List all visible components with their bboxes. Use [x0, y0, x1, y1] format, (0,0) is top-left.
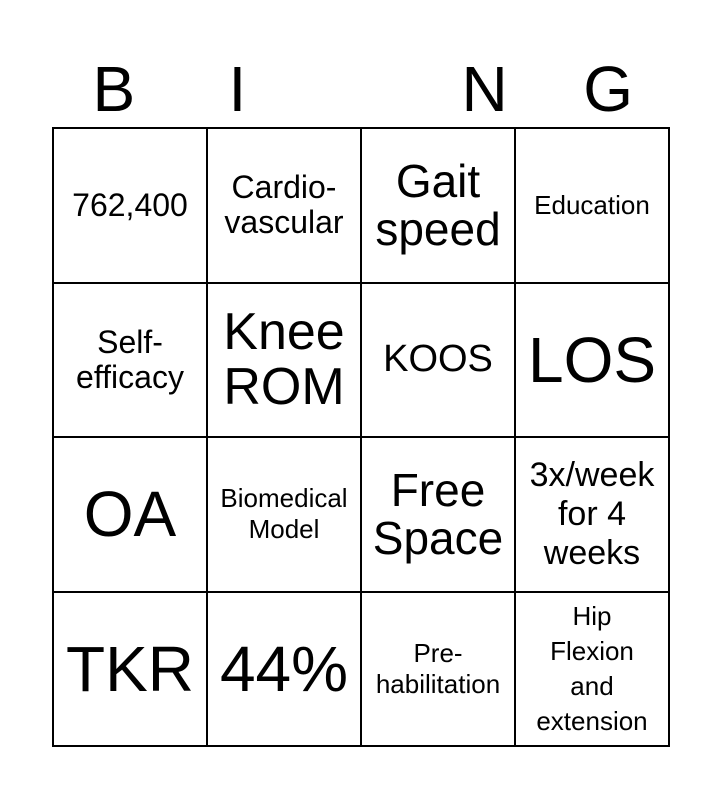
- header-letter-g: G: [583, 53, 634, 125]
- bingo-cell-r1c2[interactable]: Cardio- vascular: [208, 129, 362, 284]
- bingo-cell-r1c1[interactable]: 762,400: [54, 129, 208, 284]
- header-letter-b: B: [92, 53, 136, 125]
- bingo-cell-r4c4[interactable]: Hip Flexion and extension: [516, 593, 670, 748]
- header-letter-i: I: [228, 53, 247, 125]
- header-letter-spacer: [299, 50, 423, 128]
- bingo-cell-r4c1[interactable]: TKR: [54, 593, 208, 748]
- bingo-cell-r4c3[interactable]: Pre- habilitation: [362, 593, 516, 748]
- bingo-cell-r3c2[interactable]: Biomedical Model: [208, 438, 362, 593]
- bingo-cell-r3c3[interactable]: Free Space: [362, 438, 516, 593]
- bingo-cell-r1c4[interactable]: Education: [516, 129, 670, 284]
- bingo-cell-r2c1[interactable]: Self- efficacy: [54, 284, 208, 439]
- header-letter-n: N: [461, 53, 508, 125]
- bingo-cell-r4c2[interactable]: 44%: [208, 593, 362, 748]
- bingo-cell-r1c3[interactable]: Gait speed: [362, 129, 516, 284]
- bingo-cell-r2c3[interactable]: KOOS: [362, 284, 516, 439]
- bingo-cell-r3c1[interactable]: OA: [54, 438, 208, 593]
- bingo-cell-r3c4[interactable]: 3x/week for 4 weeks: [516, 438, 670, 593]
- bingo-cell-r2c4[interactable]: LOS: [516, 284, 670, 439]
- bingo-header: [52, 50, 670, 128]
- bingo-board: [52, 127, 670, 747]
- bingo-cell-r2c2[interactable]: Knee ROM: [208, 284, 362, 439]
